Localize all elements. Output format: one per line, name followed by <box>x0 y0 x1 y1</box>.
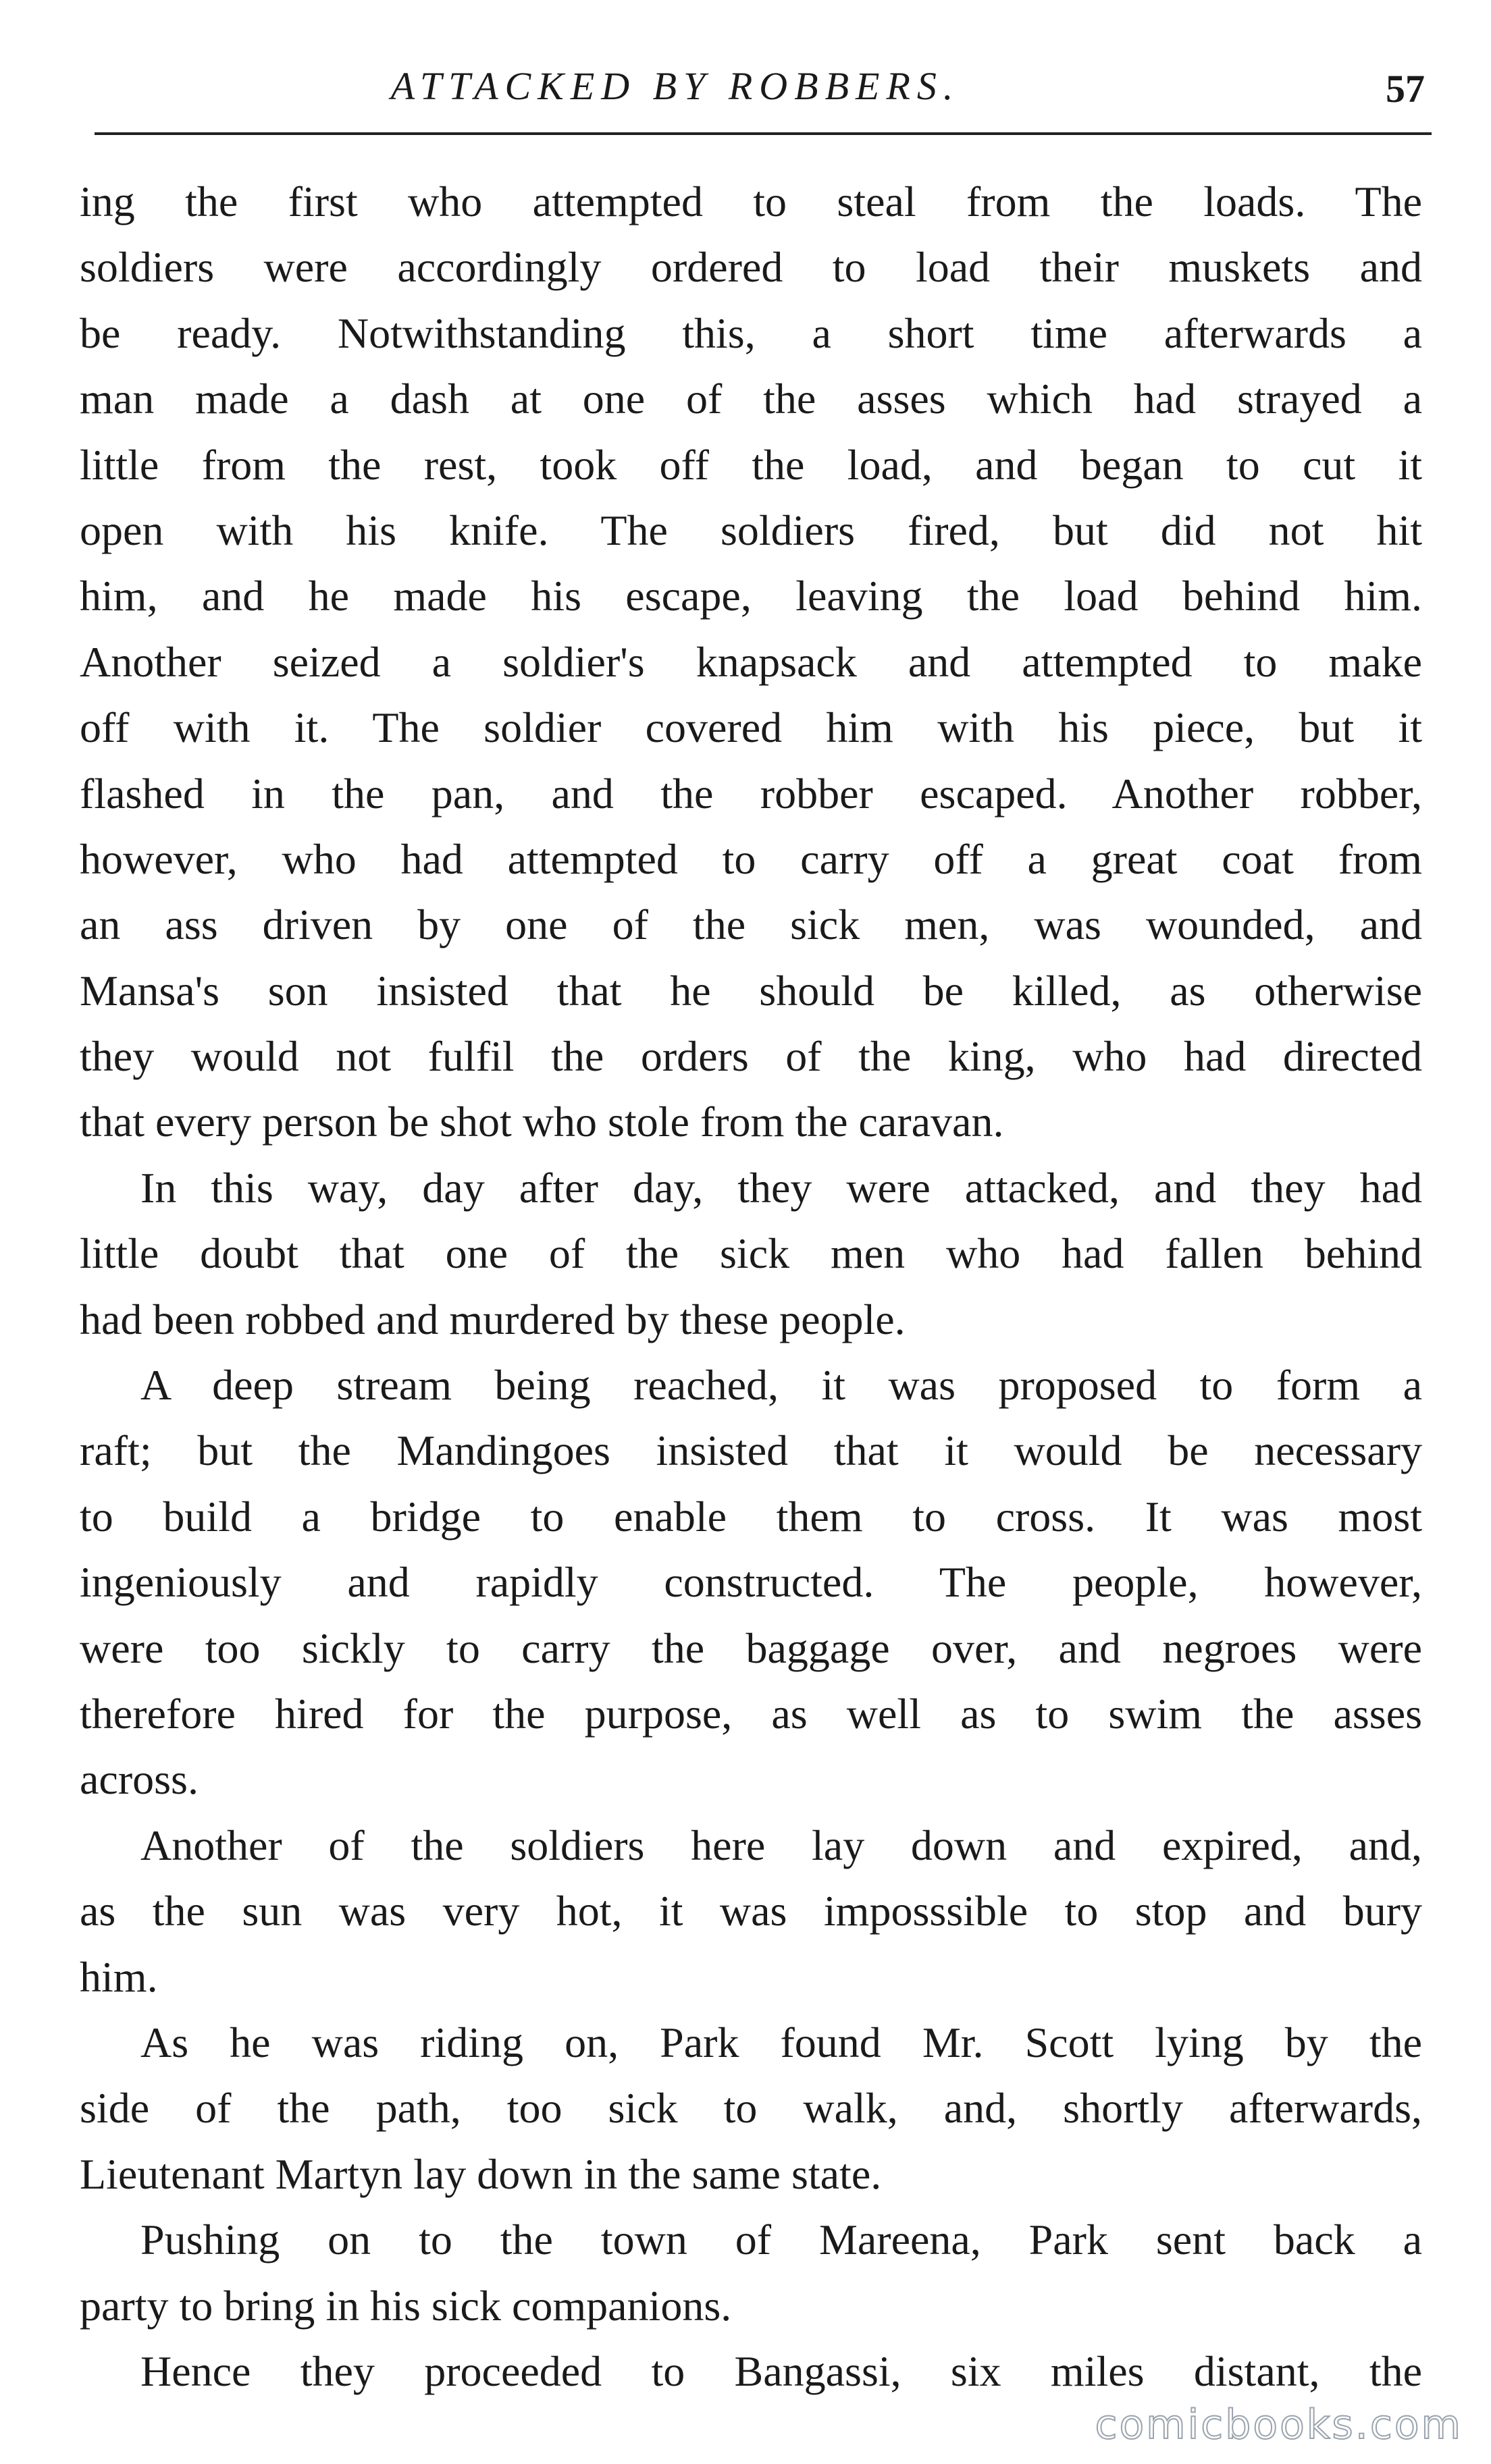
text-line: A deep stream being reached, it was proposed to form a <box>140 1361 1422 1410</box>
text-line: little doubt that one of the sick men who had fallen behind <box>80 1229 1422 1278</box>
text-line: ingeniously and rapidly constructed. The people, however, <box>80 1558 1422 1607</box>
text-line: soldiers were accordingly ordered to load their muskets and <box>80 243 1422 292</box>
text-line: little from the rest, took off the load, and began to cut it <box>80 440 1422 489</box>
text-line: Hence they proceeded to Bangassi, six miles distant, the <box>140 2347 1422 2395</box>
header-rule <box>95 132 1432 135</box>
text-line: man made a dash at one of the asses which had strayed a <box>80 375 1422 423</box>
text-line: side of the path, too sick to walk, and, shortly afterwards, <box>80 2084 1422 2133</box>
text-line: were too sickly to carry the baggage over, and negroes were <box>80 1624 1422 1672</box>
text-line: raft; but the Mandingoes insisted that it would be necessary <box>80 1426 1422 1475</box>
text-line: Another seized a soldier's knapsack and attempted to make <box>80 637 1422 686</box>
body-text <box>80 169 1422 2404</box>
text-line: party to bring in his sick companions. <box>80 2281 732 2330</box>
text-line: open with his knife. The soldiers fired, but did not hit <box>80 506 1422 554</box>
text-line: had been robbed and murdered by these people. <box>80 1295 906 1343</box>
text-line: As he was riding on, Park found Mr. Scott lying by the <box>140 2018 1422 2066</box>
text-line: Pushing on to the town of Mareena, Park sent back a <box>140 2216 1422 2264</box>
text-line: him. <box>80 1952 158 2001</box>
text-line: they would not fulfil the orders of the king, who had directed <box>80 1032 1422 1081</box>
text-line: Lieutenant Martyn lay down in the same state. <box>80 2149 882 2198</box>
text-line: him, and he made his escape, leaving the load behind him. <box>80 572 1422 620</box>
text-line: an ass driven by one of the sick men, was wounded, and <box>80 901 1422 949</box>
page-number: 57 <box>1386 67 1425 111</box>
text-line: Mansa's son insisted that he should be killed, as otherwise <box>80 966 1422 1015</box>
text-line: flashed in the pan, and the robber escaped. Another robber, <box>80 769 1422 818</box>
text-line: be ready. Notwithstanding this, a short time afterwards a <box>80 309 1422 357</box>
text-line: however, who had attempted to carry off a great coat from <box>80 834 1422 883</box>
text-line: Another of the soldiers here lay down and expired, and, <box>140 1821 1422 1869</box>
text-line: therefore hired for the purpose, as well as to swim the asses <box>80 1689 1422 1738</box>
text-line: that every person be shot who stole from the caravan. <box>80 1098 1004 1146</box>
text-line: In this way, day after day, they were attacked, and they had <box>140 1163 1422 1212</box>
watermark: comicbooks.com <box>1095 2401 1463 2448</box>
text-line: off with it. The soldier covered him with his piece, but it <box>80 703 1422 752</box>
text-line: as the sun was very hot, it was imposssible to stop and bury <box>80 1887 1422 1935</box>
text-line: to build a bridge to enable them to cross. It was most <box>80 1492 1422 1541</box>
running-header <box>95 59 1432 134</box>
running-title: ATTACKED BY ROBBERS. <box>390 64 960 108</box>
text-line: ing the first who attempted to steal from the loads. The <box>80 178 1422 225</box>
text-line: across. <box>80 1755 199 1804</box>
